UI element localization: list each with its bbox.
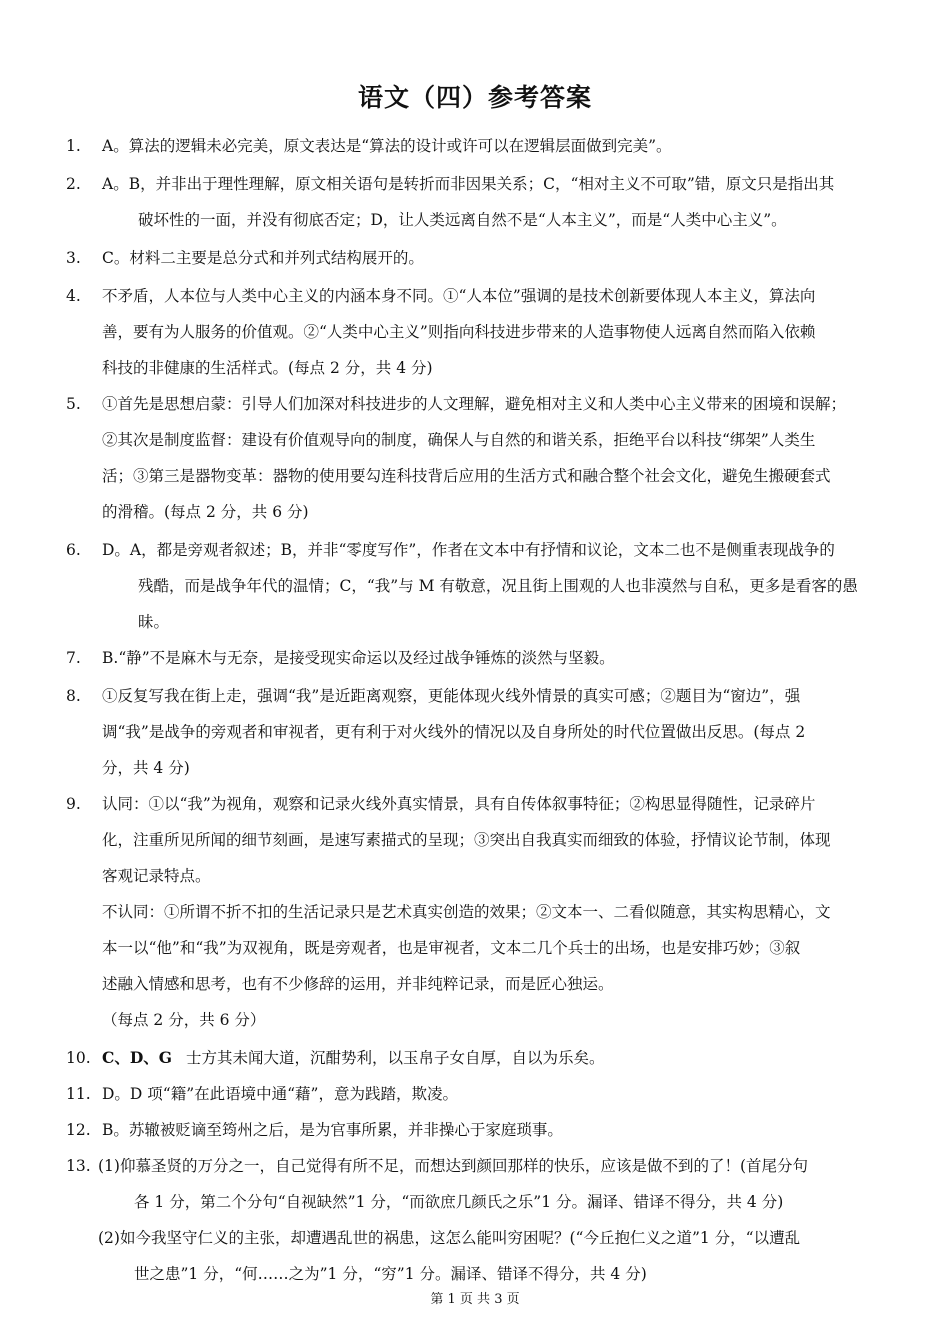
item-number: 13.: [66, 1157, 91, 1175]
item-line: 的滑稽。(每点 2 分，共 6 分): [102, 503, 309, 521]
answer-item-3: [66, 240, 888, 276]
item-line: 科技的非健康的生活样式。(每点 2 分，共 4 分): [102, 359, 433, 377]
sub-label: (1): [98, 1157, 120, 1175]
item-number: 3.: [66, 249, 81, 267]
item-line: 仰慕圣贤的万分之一，自己觉得有所不足，而想达到颜回那样的快乐，应该是做不到的了！(首尾分句: [119, 1157, 809, 1175]
answer-item-2: [66, 166, 888, 238]
item-line: （每点 2 分，共 6 分）: [102, 1011, 266, 1029]
item-number: 12.: [66, 1121, 91, 1139]
item-line: 述融入情感和思考，也有不少修辞的运用，并非纯粹记录，而是匠心独运。: [102, 975, 614, 993]
item-line: 活；③第三是器物变革：器物的使用要勾连科技背后应用的生活方式和融合整个社会文化，避免生搬硬套式: [102, 467, 831, 485]
sentence-break-answer: 士方其未闻大道，沉酣势利，以玉帛子女自厚，自以为乐矣。: [186, 1049, 605, 1067]
sub-item-1: [98, 1148, 888, 1220]
item-number: 4.: [66, 287, 81, 305]
item-line: 各 1 分，第二个分句“自视缺然”1 分，“而欲庶几颜氏之乐”1 分。漏译、错译不得分，共 4 分): [134, 1193, 784, 1211]
item-line: 认同：①以“我”为视角，观察和记录火线外真实情景，具有自传体叙事特征；②构思显得随性，记录碎片: [102, 795, 816, 813]
item-line: D。A，都是旁观者叙述；B，并非“零度写作”，作者在文本中有抒情和议论，文本二也不是侧重表现战争的: [102, 541, 835, 559]
item-number: 1.: [66, 137, 81, 155]
answer-item-1: [66, 128, 888, 164]
sub-label: (2): [98, 1229, 120, 1247]
item-line: 如今我坚守仁义的主张，却遭遇乱世的祸患，这怎么能叫穷困呢？(“今丘抱仁义之道”1 分，“以遭乱: [119, 1229, 801, 1247]
item-line: [102, 1040, 888, 1076]
item-line: 化，注重所见所闻的细节刻画，是速写素描式的呈现；③突出自我真实而细致的体验，抒情议论节制，体现: [102, 831, 831, 849]
item-line: C。材料二主要是总分式和并列式结构展开的。: [102, 249, 424, 267]
item-line: ②其次是制度监督：建设有价值观导向的制度，确保人与自然的和谐关系，拒绝平台以科技“绑架”人类生: [102, 431, 816, 449]
page-title: 语文（四）参考答案: [357, 83, 592, 112]
item-line: B。苏辙被贬谪至筠州之后，是为官事所累，并非操心于家庭琐事。: [102, 1121, 563, 1139]
page-footer: 第 1 页 共 3 页: [430, 1292, 520, 1307]
item-line: D。D 项“籍”在此语境中通“藉”，意为践踏，欺凌。: [102, 1085, 458, 1103]
sub-item-2: [98, 1220, 888, 1292]
item-line: 世之患”1 分，“何……之为”1 分，“穷”1 分。漏译、错译不得分，共 4 分): [134, 1265, 647, 1283]
answer-item-8: [66, 678, 888, 786]
item-number: 11.: [66, 1085, 91, 1103]
item-line: A。算法的逻辑未必完美，原文表达是“算法的设计或许可以在逻辑层面做到完美”。: [102, 137, 672, 155]
item-line: 分，共 4 分): [102, 759, 190, 777]
answer-item-12: [66, 1112, 888, 1148]
item-number: 6.: [66, 541, 81, 559]
item-number: 7.: [66, 649, 81, 667]
answer-list: [66, 128, 888, 1292]
item-number: 9.: [66, 795, 81, 813]
item-line: B.“静”不是麻木与无奈，是接受现实命运以及经过战争锤炼的淡然与坚毅。: [102, 649, 615, 667]
answer-item-7: [66, 640, 888, 676]
answer-item-11: [66, 1076, 888, 1112]
item-line: 不认同：①所谓不折不扣的生活记录只是艺术真实创造的效果；②文本一、二看似随意，其实构思精心，文: [102, 903, 831, 921]
item-line: 残酷，而是战争年代的温情；C，“我”与 M 有敬意，况且街上围观的人也非漠然与自私，更多是看客的愚昧。: [138, 577, 858, 631]
item-line: 破坏性的一面，并没有彻底否定；D，让人类远离自然不是“人本主义”，而是“人类中心主义”。: [138, 211, 787, 229]
answer-item-5: [66, 386, 888, 530]
item-line: A。B，并非出于理性理解，原文相关语句是转折而非因果关系；C，“相对主义不可取”错，原文只是指出其: [102, 175, 835, 193]
item-number: 2.: [66, 175, 81, 193]
item-line: ①反复写我在街上走，强调“我”是近距离观察，更能体现火线外情景的真实可感；②题目为“窗边”，强: [102, 687, 801, 705]
item-number: 10.: [66, 1049, 91, 1067]
answer-item-13: [66, 1148, 888, 1292]
item-line: 客观记录特点。: [102, 867, 211, 885]
choice-answer: C、D、G: [102, 1048, 173, 1067]
answer-item-10: [66, 1040, 888, 1076]
item-line: ①首先是思想启蒙：引导人们加深对科技进步的人文理解，避免相对主义和人类中心主义带来的困境和误解；: [102, 395, 847, 413]
answer-item-6: [66, 532, 888, 640]
item-line: 调“我”是战争的旁观者和审视者，更有利于对火线外的情况以及自身所处的时代位置做出反思。(每点 2: [102, 723, 806, 741]
item-line: 本一以“他”和“我”为双视角，既是旁观者，也是审视者，文本二几个兵士的出场，也是安排巧妙；③叙: [102, 939, 801, 957]
answer-item-9: [66, 786, 888, 1038]
item-number: 8.: [66, 687, 81, 705]
item-line: 善，要有为人服务的价值观。②“人类中心主义”则指向科技进步带来的人造事物使人远离自然而陷入依赖: [102, 323, 816, 341]
item-line: 不矛盾，人本位与人类中心主义的内涵本身不同。①“人本位”强调的是技术创新要体现人本主义，算法向: [102, 287, 816, 305]
item-number: 5.: [66, 395, 81, 413]
answer-item-4: [66, 278, 888, 386]
